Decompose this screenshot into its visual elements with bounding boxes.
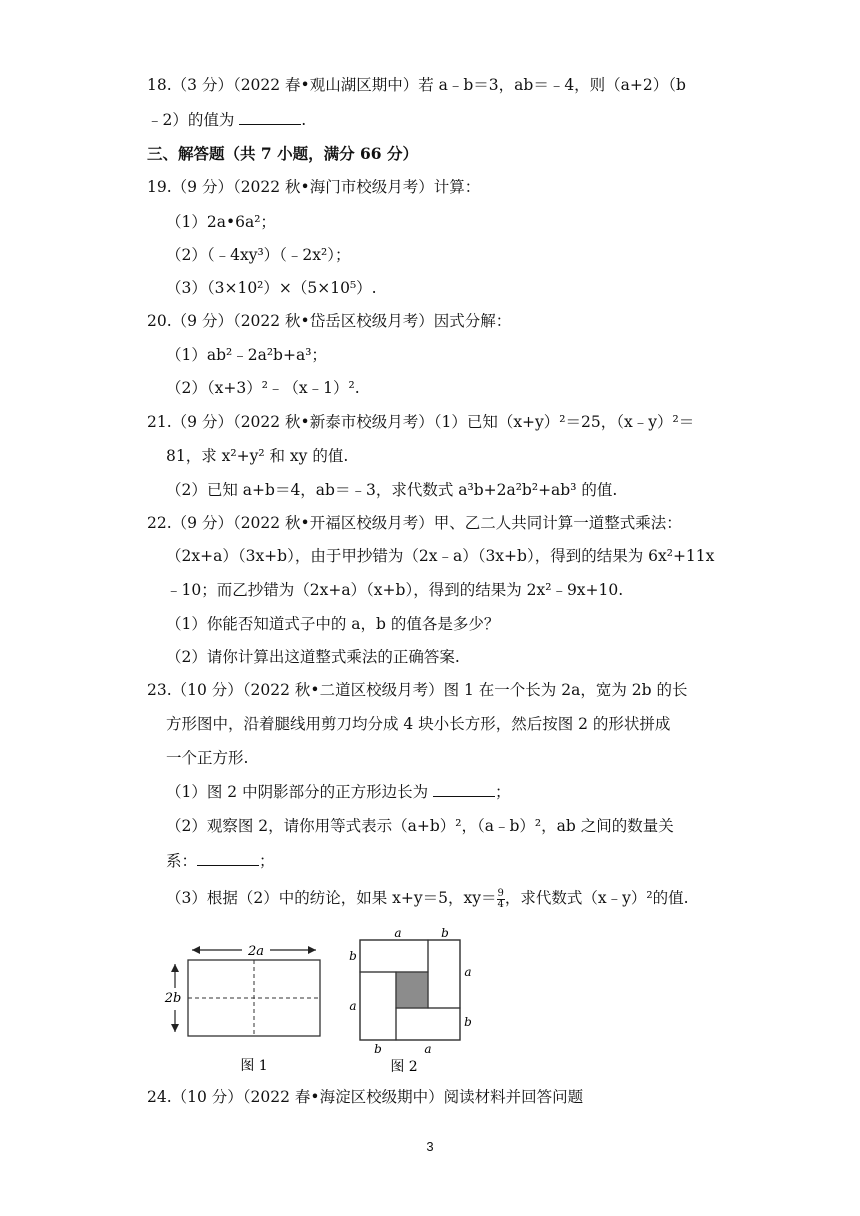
- fraction-numerator: 9: [497, 887, 504, 899]
- label-b-left: b: [349, 949, 357, 963]
- arrow-left-head: [192, 946, 200, 954]
- q22-part-2: （2）请你计算出这道整式乘法的正确答案.: [166, 648, 460, 666]
- page-number: 3: [426, 1139, 434, 1154]
- q23-part-2-blank[interactable]: [197, 851, 259, 866]
- q20-line-1: 20.（9 分）（2022 秋•岱岳区校级月考）因式分解：: [147, 312, 512, 330]
- q19-part-2: （2）（﹣4xy³）（﹣2x²）；: [166, 246, 351, 264]
- label-b-bottom: b: [374, 1042, 382, 1056]
- q21-line-2: 81，求 x²+y² 和 xy 的值.: [166, 447, 349, 465]
- q21-line-1: 21.（9 分）（2022 秋•新泰市校级月考）（1）已知（x+y）²＝25，（x﹣y）²＝: [147, 413, 695, 431]
- label-a-top: a: [394, 926, 402, 940]
- q18-text: ﹣2）的值为: [147, 111, 240, 129]
- q23-part-3-end: ，求代数式（x﹣y）²的值.: [504, 889, 689, 907]
- rect-bottom: [396, 1008, 460, 1040]
- section-3-heading: 三、解答题（共 7 小题，满分 66 分）: [147, 144, 418, 163]
- q23-part-3-text: （3）根据（2）中的纺论，如果 x+y＝5，xy＝: [166, 889, 497, 907]
- fraction-denominator: 4: [497, 898, 504, 910]
- rect-right: [428, 940, 460, 1008]
- q23-line-1: 23.（10 分）（2022 秋•二道区校级月考）图 1 在一个长为 2a，宽为 2b 的长: [147, 681, 688, 699]
- q18-period: .: [301, 111, 307, 129]
- q18-line-2: [147, 109, 306, 131]
- arrow-down-head: [171, 1024, 179, 1032]
- q24-line-1: 24.（10 分）（2022 春•海淀区校级期中）阅读材料并回答问题: [147, 1088, 584, 1106]
- q20-part-1: （1）ab²﹣2a²b+a³；: [166, 346, 327, 364]
- arrow-up-head: [171, 964, 179, 972]
- q22-line-1: 22.（9 分）（2022 秋•开福区校级月考）甲、乙二人共同计算一道整式乘法：: [147, 514, 682, 532]
- arrow-right-head: [308, 946, 316, 954]
- q23-part-1-end: ；: [495, 783, 511, 801]
- label-2a: 2a: [247, 944, 265, 959]
- q23-part-2-cont: [166, 850, 275, 872]
- q23-part-3: [166, 887, 689, 910]
- q23-line-2: 方形图中，沿着腿线用剪刀均分成 4 块小长方形，然后按图 2 的形状拼成: [166, 715, 671, 733]
- q23-part-1-blank[interactable]: [433, 782, 495, 797]
- q20-part-2: （2）（x+3）²﹣（x﹣1）².: [166, 379, 360, 397]
- label-a-right: a: [464, 965, 472, 979]
- shaded-center-square: [396, 972, 428, 1008]
- q19-part-3: （3）（3×10²）×（5×10⁵）.: [166, 279, 377, 297]
- q18-answer-blank[interactable]: [239, 110, 301, 125]
- label-a-left: a: [349, 999, 357, 1013]
- q23-part-1-text: （1）图 2 中阴影部分的正方形边长为: [166, 783, 434, 801]
- figure-2: [340, 920, 480, 1080]
- rect-top: [360, 940, 428, 972]
- q23-part-2-end: ；: [259, 852, 275, 870]
- q19-part-1: （1）2a•6a²；: [166, 213, 276, 231]
- q22-part-1: （1）你能否知道式子中的 a，b 的值各是多少？: [166, 615, 500, 633]
- figure-2-caption: 图 2: [390, 1059, 418, 1075]
- q23-part-2: （2）观察图 2，请你用等式表示（a+b）²，（a﹣b）²，ab 之间的数量关: [166, 817, 674, 835]
- label-b-top: b: [441, 926, 449, 940]
- q21-part-2: （2）已知 a+b＝4，ab＝﹣3，求代数式 a³b+2a²b²+ab³ 的值.: [166, 481, 618, 499]
- q23-part-1: [166, 781, 511, 803]
- label-a-bottom: a: [424, 1042, 432, 1056]
- q22-line-3: ﹣10；而乙抄错为（2x+a）（x+b），得到的结果为 2x²﹣9x+10.: [166, 581, 624, 599]
- rect-left: [360, 972, 396, 1040]
- q19-line-1: 19.（9 分）（2022 秋•海门市校级月考）计算：: [147, 178, 481, 196]
- q23-line-3: 一个正方形.: [166, 749, 249, 767]
- figure-1-caption: 图 1: [240, 1058, 268, 1074]
- q22-line-2: （2x+a）（3x+b），由于甲抄错为（2x﹣a）（3x+b），得到的结果为 6x²+11x: [166, 547, 715, 565]
- q23-part-2-label: 系：: [166, 852, 198, 870]
- q18-line-1: 18.（3 分）（2022 春•观山湖区期中）若 a﹣b＝3，ab＝﹣4，则（a+2）（b: [147, 76, 686, 94]
- figure-1: [160, 938, 335, 1078]
- fraction-9-over-4: [497, 889, 505, 910]
- label-2b: 2b: [164, 991, 182, 1006]
- label-b-right: b: [464, 1015, 472, 1029]
